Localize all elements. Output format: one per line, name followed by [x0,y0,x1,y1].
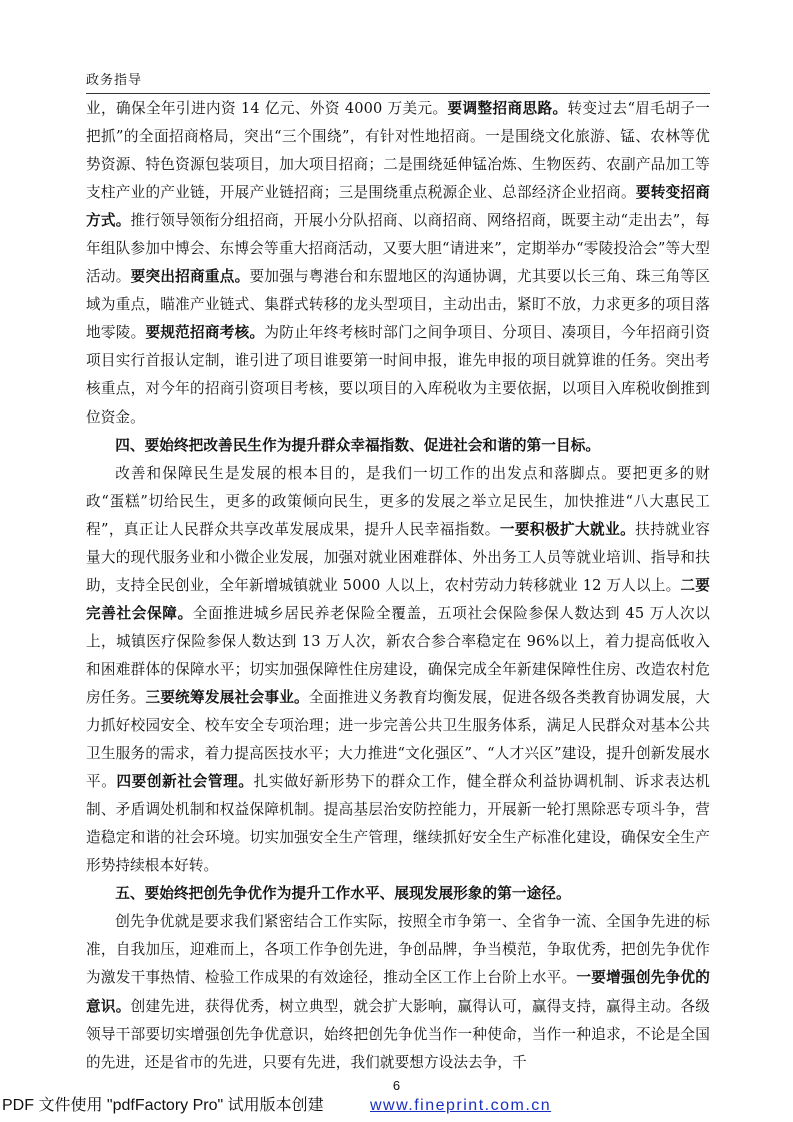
paragraph [86,460,710,881]
paragraph-text: 扎实做好新形势下的群众工作，健全群众利益协调机制、诉求表达机制、矛盾调处机制和权益保障机制。提高基层治安防控能力，开展新一轮打黑除恶专项斗争，营造稳定和谐的社会环境。切实加强安全生产管理，继续抓好安全生产标准化建设，确保安全生产形势持续根本好转。 [86,773,710,875]
bold-lead-phrase: 三要统筹发展社会事业。 [145,688,309,706]
paragraph-text: 创先争优就是要求我们紧密结合工作实际，按照全市争第一、全省争一流、全国争先进的标准，自我加压，迎难而上，各项工作争创先进，争创品牌，争当模范，争取优秀，把创先争优作为激发干事热情、检验工作成果的有效途径，推动全区工作上台阶上水平。 [86,913,710,987]
bold-lead-phrase: 四、要始终把改善民生作为提升群众幸福指数、促进社会和谐的第一目标。 [115,436,601,454]
bold-lead-phrase: 要转变招商方式。 [86,184,710,230]
bold-lead-phrase: 二要完善社会保障。 [86,576,710,622]
section-heading [86,432,710,460]
paragraph-text: 要加强与粤港台和东盟地区的沟通协调，尤其要以长三角、珠三角等区域为重点，瞄准产业链式、集群式转移的龙头型项目，主动出击，紧盯不放，力求更多的项目落地零陵。 [86,268,710,342]
paragraph-text: 扶持就业容量大的现代服务业和小微企业发展，加强对就业困难群体、外出务工人员等就业培训、指导和扶助，支持全民创业，全年新增城镇就业 5000 人以上，农村劳动力转移就业 12 万人以上。 [86,520,710,594]
bold-lead-phrase: 一要积极扩大就业。 [499,520,636,538]
paragraph [86,908,710,1076]
paragraph-text: 全面推进城乡居民养老保险全覆盖，五项社会保险参保人数达到 45 万人次以上，城镇医疗保险参保人数达到 13 万人次，新农合参合率稳定在 96%以上，着力提高低收入和困难群体的保障水平；切实加强保障性住房建设，确保完成全年新建保障性住房、改造农村危房任务。 [86,604,710,706]
paragraph-text: 推行领导领衔分组招商，开展小分队招商、以商招商、网络招商，既要主动“走出去”，每年组队参加中博会、东博会等重大招商活动，又要大胆“请进来”，定期举办“零陵投洽会”等大型活动。 [86,212,710,286]
bold-lead-phrase: 五、要始终把创先争优作为提升工作水平、展现发展形象的第一途径。 [115,885,571,903]
running-header: 政务指导 [86,72,710,94]
bold-lead-phrase: 要突出招商重点。 [130,268,250,286]
paragraph [86,95,710,432]
bold-lead-phrase: 一要增强创先争优的意识。 [86,969,710,1015]
paragraph-text: 创建先进，获得优秀，树立典型，就会扩大影响，赢得认可，赢得支持，赢得主动。各级领导干部要切实增强创先争优意识，始终把创先争优当作一种使命，当作一种追求，不论是全国的先进，还是省市的先进，只要有先进，我们就要想方设法去争，千 [86,997,710,1071]
bold-lead-phrase: 要规范招商考核。 [145,324,265,342]
bold-lead-phrase: 要调整招商思路。 [447,100,568,117]
paragraph-text: 为防止年终考核时部门之间争项目、分项目、凑项目，今年招商引资项目实行首报认定制，谁引进了项目谁要第一时间申报，谁先申报的项目就算谁的任务。突出考核重点，对今年的招商引资项目考核，要以项目的入库税收为主要依据，以项目入库税收倒推到位资金。 [86,324,710,426]
pdf-footer [0,1094,793,1118]
footer-text: PDF 文件使用 "pdfFactory Pro" 试用版本创建 [2,1097,324,1114]
page-number: 6 [392,1078,401,1093]
paragraph-text: 转变过去“眉毛胡子一把抓”的全面招商格局，突出“三个围绕”，有针对性地招商。一是围绕文化旅游、锰、农林等优势资源、特色资源包装项目，加大项目招商；二是围绕延伸锰冶炼、生物医药、农副产品加工等支柱产业的产业链，开展产业链招商；三是围绕重点税源企业、总部经济企业招商。 [86,100,710,202]
section-heading [86,880,710,908]
paragraph-text: 改善和保障民生是发展的根本目的，是我们一切工作的出发点和落脚点。要把更多的财政“蛋糕”切给民生，更多的政策倾向民生，更多的发展之举立足民生，加快推进“八大惠民工程”，真正让人民群众共享改革发展成果，提升人民幸福指数。 [86,464,710,538]
paragraph-text: 业，确保全年引进内资 14 亿元、外资 4000 万美元。 [86,100,448,117]
paragraph-text: 全面推进义务教育均衡发展，促进各级各类教育协调发展，大力抓好校园安全、校车安全专项治理；进一步完善公共卫生服务体系，满足人民群众对基本公共卫生服务的需求，着力提高医技水平；大力推进“文化强区”、“人才兴区”建设，提升创新发展水平。 [86,688,710,791]
footer-link[interactable]: www.fineprint.com.cn [370,1097,552,1114]
bold-lead-phrase: 四要创新社会管理。 [116,773,254,791]
document-body [86,95,710,1077]
